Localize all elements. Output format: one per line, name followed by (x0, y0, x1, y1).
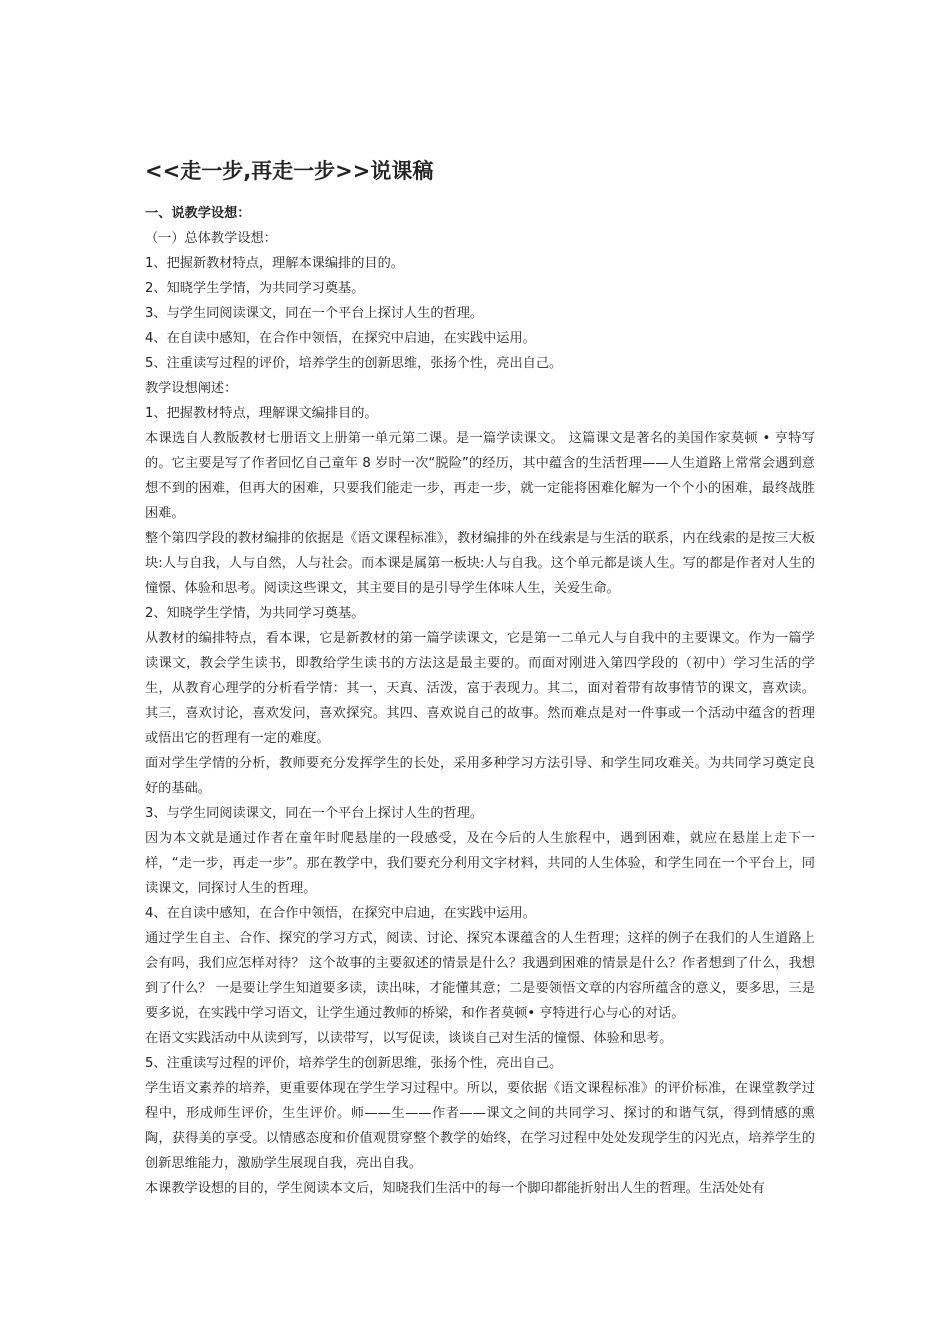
paragraph: 因为本文就是通过作者在童年时爬悬崖的一段感受，及在今后的人生旅程中，遇到困难，就应在悬崖上走下一样，“走一步，再走一步”。那在教学中，我们要充分利用文字材料，共同的人生体验，和学生同在一个平台上，同读课文，同探讨人生的哲理。 (145, 831, 815, 896)
paragraph: 教学设想阐述： (145, 381, 238, 396)
document-body (145, 155, 815, 1201)
paragraph: 4、在自读中感知，在合作中领悟，在探究中启迪，在实践中运用。 (145, 331, 536, 346)
paragraph: 1、把握新教材特点，理解本课编排的目的。 (145, 256, 404, 271)
paragraph: 3、与学生同阅读课文，同在一个平台上探讨人生的哲理。 (145, 806, 484, 821)
paragraph: （一）总体教学设想： (145, 231, 277, 246)
paragraph: 5、注重读写过程的评价，培养学生的创新思维，张扬个性，亮出自己。 (145, 356, 563, 371)
paragraph: 面对学生学情的分析，教师要充分发挥学生的长处，采用多种学习方法引导、和学生同攻难关。为共同学习奠定良好的基础。 (145, 756, 815, 796)
paragraph: 3、与学生同阅读课文，同在一个平台上探讨人生的哲理。 (145, 306, 484, 321)
document-title: <<走一步,再走一步>>说课稿 (145, 159, 434, 183)
paragraph: 整个第四学段的教材编排的依据是《语文课程标准》，教材编排的外在线索是与生活的联系，内在线索的是按三大板块:人与自我，人与自然，人与社会。而本课是属第一板块:人与自我。这个单元都是谈人生。写的都是作者对人生的憧憬、体验和思考。阅读这些课文，其主要目的是引导学生体味人生，关爱生命。 (145, 531, 815, 596)
paragraph: 1、把握教材特点，理解课文编排目的。 (145, 406, 378, 421)
paragraph-list (145, 201, 815, 1201)
paragraph: 4、在自读中感知，在合作中领悟，在探究中启迪，在实践中运用。 (145, 906, 536, 921)
paragraph: 2、知晓学生学情，为共同学习奠基。 (145, 281, 365, 296)
paragraph: 从教材的编排特点，看本课，它是新教材的第一篇学读课文，它是第一二单元人与自我中的主要课文。作为一篇学读课文，教会学生读书，即教给学生读书的方法这是最主要的。而面对刚进入第四学段的（初中）学习生活的学生，从教育心理学的分析看学情：其一，天真、活泼，富于表现力。其二，面对着带有故事情节的课文，喜欢读。其三，喜欢讨论，喜欢发问，喜欢探究。其四、喜欢说自己的故事。然而难点是对一件事或一个活动中蕴含的哲理或悟出它的哲理有一定的难度。 (145, 631, 815, 746)
paragraph: 在语文实践活动中从读到写，以读带写，以写促读，谈谈自己对生活的憧憬、体验和思考。 (145, 1031, 673, 1046)
paragraph: 5、注重读写过程的评价，培养学生的创新思维，张扬个性，亮出自己。 (145, 1056, 563, 1071)
paragraph: 本课教学设想的目的，学生阅读本文后，知晓我们生活中的每一个脚印都能折射出人生的哲理。生活处处有 (145, 1181, 765, 1196)
paragraph: 通过学生自主、合作、探究的学习方式，阅读、讨论、探究本课蕴含的人生哲理；这样的例子在我们的人生道路上会有吗，我们应怎样对待？ 这个故事的主要叙述的情景是什么？我遇到困难的情景是什么？作者想到了什么，我想到了什么？ 一是要让学生知道要多读，读出味，才能懂其意；二是要领悟文章的内容所蕴含的意义，要多思，三是要多说，在实践中学习语文，让学生通过教师的桥梁，和作者莫顿• 亨特进行心与心的对话。 (145, 931, 815, 1021)
paragraph: 本课选自人教版教材七册语文上册第一单元第二课。是一篇学读课文。 这篇课文是著名的美国作家莫顿 • 亨特写的。它主要是写了作者回忆自己童年 8 岁时一次“脱险”的经历，其中蕴含的生活哲理——人生道路上常常会遇到意想不到的困难，但再大的困难，只要我们能走一步，再走一步，就一定能将困难化解为一个个小的困难，最终战胜困难。 (145, 431, 815, 521)
section-heading: 一、说教学设想： (145, 206, 251, 221)
paragraph: 学生语文素养的培养，更重要体现在学生学习过程中。所以，要依据《语文课程标准》的评价标准，在课堂教学过程中，形成师生评价，生生评价。师——生——作者——课文之间的共同学习、探讨的和谐气氛，得到情感的熏陶，获得美的享受。以情感态度和价值观贯穿整个教学的始终，在学习过程中处处发现学生的闪光点，培养学生的创新思维能力，激励学生展现自我，亮出自我。 (145, 1081, 815, 1171)
paragraph: 2、知晓学生学情，为共同学习奠基。 (145, 606, 365, 621)
